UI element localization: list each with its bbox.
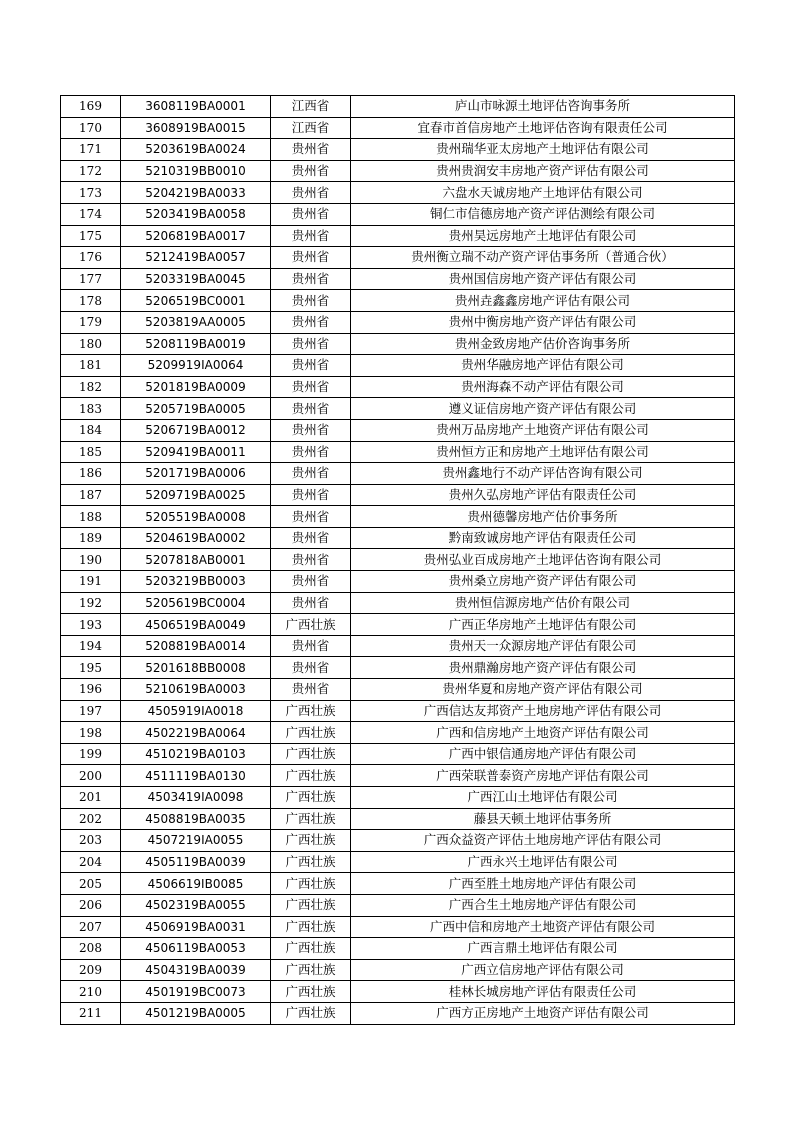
agency-name-cell: 贵州海森不动产评估有限公司: [351, 376, 735, 398]
row-number-cell: 184: [61, 419, 121, 441]
agency-code-cell: 4506119BA0053: [121, 938, 271, 960]
table-row: [61, 787, 735, 809]
agency-code-cell: 5203419BA0058: [121, 203, 271, 225]
table-row: [61, 679, 735, 701]
row-number-cell: 176: [61, 247, 121, 269]
agency-name-cell: 贵州瑞华亚太房地产土地评估有限公司: [351, 139, 735, 161]
agency-code-cell: 5206819BA0017: [121, 225, 271, 247]
row-number-cell: 199: [61, 743, 121, 765]
row-number-cell: 169: [61, 96, 121, 118]
agency-name-cell: 广西和信房地产土地资产评估有限公司: [351, 722, 735, 744]
agency-code-cell: 3608919BA0015: [121, 117, 271, 139]
agency-name-cell: 贵州华融房地产评估有限公司: [351, 355, 735, 377]
agency-name-cell: 贵州万品房地产土地资产评估有限公司: [351, 419, 735, 441]
agency-name-cell: 六盘水天诚房地产土地评估有限公司: [351, 182, 735, 204]
agency-name-cell: 广西中银信通房地产评估有限公司: [351, 743, 735, 765]
province-cell: 贵州省: [271, 311, 351, 333]
row-number-cell: 172: [61, 160, 121, 182]
table-row: [61, 117, 735, 139]
agency-name-cell: 贵州桑立房地产资产评估有限公司: [351, 571, 735, 593]
province-cell: 广西壮族: [271, 722, 351, 744]
row-number-cell: 194: [61, 635, 121, 657]
table-row: [61, 311, 735, 333]
agency-name-cell: 广西众益资产评估土地房地产评估有限公司: [351, 830, 735, 852]
table-row: [61, 765, 735, 787]
agency-code-cell: 5204619BA0002: [121, 527, 271, 549]
province-cell: 贵州省: [271, 679, 351, 701]
agency-code-cell: 4506519BA0049: [121, 614, 271, 636]
table-row: [61, 333, 735, 355]
agency-code-cell: 5208819BA0014: [121, 635, 271, 657]
row-number-cell: 193: [61, 614, 121, 636]
province-cell: 贵州省: [271, 182, 351, 204]
agency-code-cell: 4501219BA0005: [121, 1002, 271, 1024]
row-number-cell: 183: [61, 398, 121, 420]
province-cell: 广西壮族: [271, 959, 351, 981]
province-cell: 广西壮族: [271, 894, 351, 916]
province-cell: 广西壮族: [271, 614, 351, 636]
row-number-cell: 177: [61, 268, 121, 290]
table-row: [61, 139, 735, 161]
row-number-cell: 180: [61, 333, 121, 355]
agency-code-cell: 4501919BC0073: [121, 981, 271, 1003]
agency-code-cell: 4502319BA0055: [121, 894, 271, 916]
agency-name-cell: 遵义证信房地产资产评估有限公司: [351, 398, 735, 420]
agency-name-cell: 贵州金致房地产估价咨询事务所: [351, 333, 735, 355]
agency-name-cell: 贵州贵润安丰房地产资产评估有限公司: [351, 160, 735, 182]
province-cell: 贵州省: [271, 290, 351, 312]
province-cell: 贵州省: [271, 506, 351, 528]
row-number-cell: 201: [61, 787, 121, 809]
agency-name-cell: 广西正华房地产土地评估有限公司: [351, 614, 735, 636]
table-row: [61, 376, 735, 398]
province-cell: 广西壮族: [271, 938, 351, 960]
row-number-cell: 188: [61, 506, 121, 528]
table-row: [61, 463, 735, 485]
province-cell: 广西壮族: [271, 787, 351, 809]
row-number-cell: 207: [61, 916, 121, 938]
table-row: [61, 808, 735, 830]
agency-name-cell: 贵州垚鑫鑫房地产评估有限公司: [351, 290, 735, 312]
table-row: [61, 268, 735, 290]
row-number-cell: 204: [61, 851, 121, 873]
row-number-cell: 209: [61, 959, 121, 981]
table-row: [61, 614, 735, 636]
table-row: [61, 506, 735, 528]
agency-code-cell: 5203619BA0024: [121, 139, 271, 161]
table-row: [61, 527, 735, 549]
province-cell: 广西壮族: [271, 873, 351, 895]
province-cell: 贵州省: [271, 247, 351, 269]
agency-name-cell: 贵州华夏和房地产资产评估有限公司: [351, 679, 735, 701]
agency-code-cell: 5212419BA0057: [121, 247, 271, 269]
table-row: [61, 873, 735, 895]
row-number-cell: 182: [61, 376, 121, 398]
agency-code-cell: 3608119BA0001: [121, 96, 271, 118]
row-number-cell: 208: [61, 938, 121, 960]
table-row: [61, 225, 735, 247]
province-cell: 广西壮族: [271, 1002, 351, 1024]
province-cell: 贵州省: [271, 419, 351, 441]
row-number-cell: 191: [61, 571, 121, 593]
province-cell: 江西省: [271, 117, 351, 139]
agency-code-cell: 4507219IA0055: [121, 830, 271, 852]
agency-code-cell: 4511119BA0130: [121, 765, 271, 787]
agency-table-body: [61, 96, 735, 1025]
agency-code-cell: 4506919BA0031: [121, 916, 271, 938]
agency-code-cell: 5209719BA0025: [121, 484, 271, 506]
province-cell: 贵州省: [271, 441, 351, 463]
agency-code-cell: 5210619BA0003: [121, 679, 271, 701]
agency-name-cell: 广西信达友邦资产土地房地产评估有限公司: [351, 700, 735, 722]
table-row: [61, 938, 735, 960]
agency-name-cell: 贵州鼎瀚房地产资产评估有限公司: [351, 657, 735, 679]
agency-name-cell: 贵州弘业百成房地产土地评估咨询有限公司: [351, 549, 735, 571]
table-row: [61, 290, 735, 312]
agency-name-cell: 广西荣联普泰资产房地产评估有限公司: [351, 765, 735, 787]
agency-name-cell: 贵州德馨房地产估价事务所: [351, 506, 735, 528]
table-row: [61, 484, 735, 506]
row-number-cell: 179: [61, 311, 121, 333]
table-row: [61, 722, 735, 744]
table-row: [61, 916, 735, 938]
row-number-cell: 170: [61, 117, 121, 139]
province-cell: 广西壮族: [271, 981, 351, 1003]
table-row: [61, 981, 735, 1003]
agency-code-cell: 4502219BA0064: [121, 722, 271, 744]
province-cell: 贵州省: [271, 203, 351, 225]
agency-code-cell: 5201819BA0009: [121, 376, 271, 398]
row-number-cell: 171: [61, 139, 121, 161]
row-number-cell: 206: [61, 894, 121, 916]
province-cell: 广西壮族: [271, 700, 351, 722]
province-cell: 贵州省: [271, 527, 351, 549]
agency-code-cell: 5208119BA0019: [121, 333, 271, 355]
agency-name-cell: 贵州恒信源房地产估价有限公司: [351, 592, 735, 614]
province-cell: 贵州省: [271, 268, 351, 290]
row-number-cell: 211: [61, 1002, 121, 1024]
agency-code-cell: 5205719BA0005: [121, 398, 271, 420]
row-number-cell: 197: [61, 700, 121, 722]
agency-name-cell: 铜仁市信德房地产资产评估测绘有限公司: [351, 203, 735, 225]
table-row: [61, 398, 735, 420]
row-number-cell: 202: [61, 808, 121, 830]
row-number-cell: 195: [61, 657, 121, 679]
province-cell: 贵州省: [271, 398, 351, 420]
agency-name-cell: 广西方正房地产土地资产评估有限公司: [351, 1002, 735, 1024]
table-row: [61, 549, 735, 571]
agency-name-cell: 贵州昊远房地产土地评估有限公司: [351, 225, 735, 247]
province-cell: 广西壮族: [271, 743, 351, 765]
agency-code-cell: 5204219BA0033: [121, 182, 271, 204]
province-cell: 贵州省: [271, 376, 351, 398]
agency-name-cell: 广西至胜土地房地产评估有限公司: [351, 873, 735, 895]
table-row: [61, 419, 735, 441]
table-row: [61, 635, 735, 657]
agency-code-cell: 5209419BA0011: [121, 441, 271, 463]
agency-name-cell: 广西江山土地评估有限公司: [351, 787, 735, 809]
row-number-cell: 205: [61, 873, 121, 895]
agency-code-cell: 4503419IA0098: [121, 787, 271, 809]
table-row: [61, 96, 735, 118]
province-cell: 贵州省: [271, 333, 351, 355]
table-row: [61, 743, 735, 765]
agency-code-cell: 4504319BA0039: [121, 959, 271, 981]
agency-name-cell: 庐山市咏源土地评估咨询事务所: [351, 96, 735, 118]
province-cell: 贵州省: [271, 225, 351, 247]
province-cell: 贵州省: [271, 139, 351, 161]
province-cell: 贵州省: [271, 657, 351, 679]
agency-code-cell: 5206719BA0012: [121, 419, 271, 441]
agency-code-cell: 5205519BA0008: [121, 506, 271, 528]
table-row: [61, 571, 735, 593]
agency-name-cell: 广西永兴土地评估有限公司: [351, 851, 735, 873]
agency-code-cell: 5203219BB0003: [121, 571, 271, 593]
row-number-cell: 178: [61, 290, 121, 312]
row-number-cell: 173: [61, 182, 121, 204]
table-row: [61, 355, 735, 377]
province-cell: 贵州省: [271, 484, 351, 506]
table-row: [61, 959, 735, 981]
table-row: [61, 851, 735, 873]
table-row: [61, 657, 735, 679]
table-row: [61, 894, 735, 916]
agency-name-cell: 广西合生土地房地产评估有限公司: [351, 894, 735, 916]
agency-code-cell: 5206519BC0001: [121, 290, 271, 312]
table-row: [61, 592, 735, 614]
province-cell: 广西壮族: [271, 916, 351, 938]
row-number-cell: 198: [61, 722, 121, 744]
province-cell: 江西省: [271, 96, 351, 118]
row-number-cell: 181: [61, 355, 121, 377]
table-row: [61, 830, 735, 852]
agency-name-cell: 广西立信房地产评估有限公司: [351, 959, 735, 981]
agency-name-cell: 贵州久弘房地产评估有限责任公司: [351, 484, 735, 506]
row-number-cell: 192: [61, 592, 121, 614]
agency-name-cell: 贵州天一众源房地产评估有限公司: [351, 635, 735, 657]
province-cell: 广西壮族: [271, 808, 351, 830]
row-number-cell: 174: [61, 203, 121, 225]
agency-code-cell: 4506619IB0085: [121, 873, 271, 895]
agency-name-cell: 广西中信和房地产土地资产评估有限公司: [351, 916, 735, 938]
agency-name-cell: 贵州中衡房地产资产评估有限公司: [351, 311, 735, 333]
table-row: [61, 247, 735, 269]
province-cell: 贵州省: [271, 463, 351, 485]
table-row: [61, 182, 735, 204]
province-cell: 贵州省: [271, 635, 351, 657]
agency-code-cell: 5209919IA0064: [121, 355, 271, 377]
agency-name-cell: 宜春市首信房地产土地评估咨询有限责任公司: [351, 117, 735, 139]
row-number-cell: 187: [61, 484, 121, 506]
agency-name-cell: 贵州国信房地产资产评估有限公司: [351, 268, 735, 290]
province-cell: 贵州省: [271, 592, 351, 614]
agency-code-cell: 4505119BA0039: [121, 851, 271, 873]
agency-name-cell: 广西言鼎土地评估有限公司: [351, 938, 735, 960]
agency-name-cell: 藤县天顿土地评估事务所: [351, 808, 735, 830]
province-cell: 广西壮族: [271, 830, 351, 852]
table-row: [61, 203, 735, 225]
province-cell: 广西壮族: [271, 851, 351, 873]
agency-name-cell: 桂林长城房地产评估有限责任公司: [351, 981, 735, 1003]
agency-code-cell: 5201618BB0008: [121, 657, 271, 679]
province-cell: 贵州省: [271, 571, 351, 593]
row-number-cell: 210: [61, 981, 121, 1003]
agency-code-cell: 5201719BA0006: [121, 463, 271, 485]
row-number-cell: 200: [61, 765, 121, 787]
agency-code-cell: 5207818AB0001: [121, 549, 271, 571]
province-cell: 贵州省: [271, 355, 351, 377]
agency-table: [60, 95, 735, 1025]
row-number-cell: 185: [61, 441, 121, 463]
agency-name-cell: 黔南致诚房地产评估有限责任公司: [351, 527, 735, 549]
row-number-cell: 175: [61, 225, 121, 247]
agency-name-cell: 贵州鑫地行不动产评估咨询有限公司: [351, 463, 735, 485]
row-number-cell: 189: [61, 527, 121, 549]
row-number-cell: 190: [61, 549, 121, 571]
table-row: [61, 700, 735, 722]
province-cell: 广西壮族: [271, 765, 351, 787]
table-row: [61, 1002, 735, 1024]
agency-code-cell: 4510219BA0103: [121, 743, 271, 765]
agency-code-cell: 5210319BB0010: [121, 160, 271, 182]
province-cell: 贵州省: [271, 160, 351, 182]
row-number-cell: 203: [61, 830, 121, 852]
agency-code-cell: 5205619BC0004: [121, 592, 271, 614]
row-number-cell: 186: [61, 463, 121, 485]
agency-code-cell: 4505919IA0018: [121, 700, 271, 722]
agency-name-cell: 贵州恒方正和房地产土地评估有限公司: [351, 441, 735, 463]
table-row: [61, 160, 735, 182]
agency-code-cell: 5203819AA0005: [121, 311, 271, 333]
table-row: [61, 441, 735, 463]
agency-name-cell: 贵州衡立瑞不动产资产评估事务所（普通合伙）: [351, 247, 735, 269]
row-number-cell: 196: [61, 679, 121, 701]
province-cell: 贵州省: [271, 549, 351, 571]
agency-code-cell: 5203319BA0045: [121, 268, 271, 290]
agency-code-cell: 4508819BA0035: [121, 808, 271, 830]
